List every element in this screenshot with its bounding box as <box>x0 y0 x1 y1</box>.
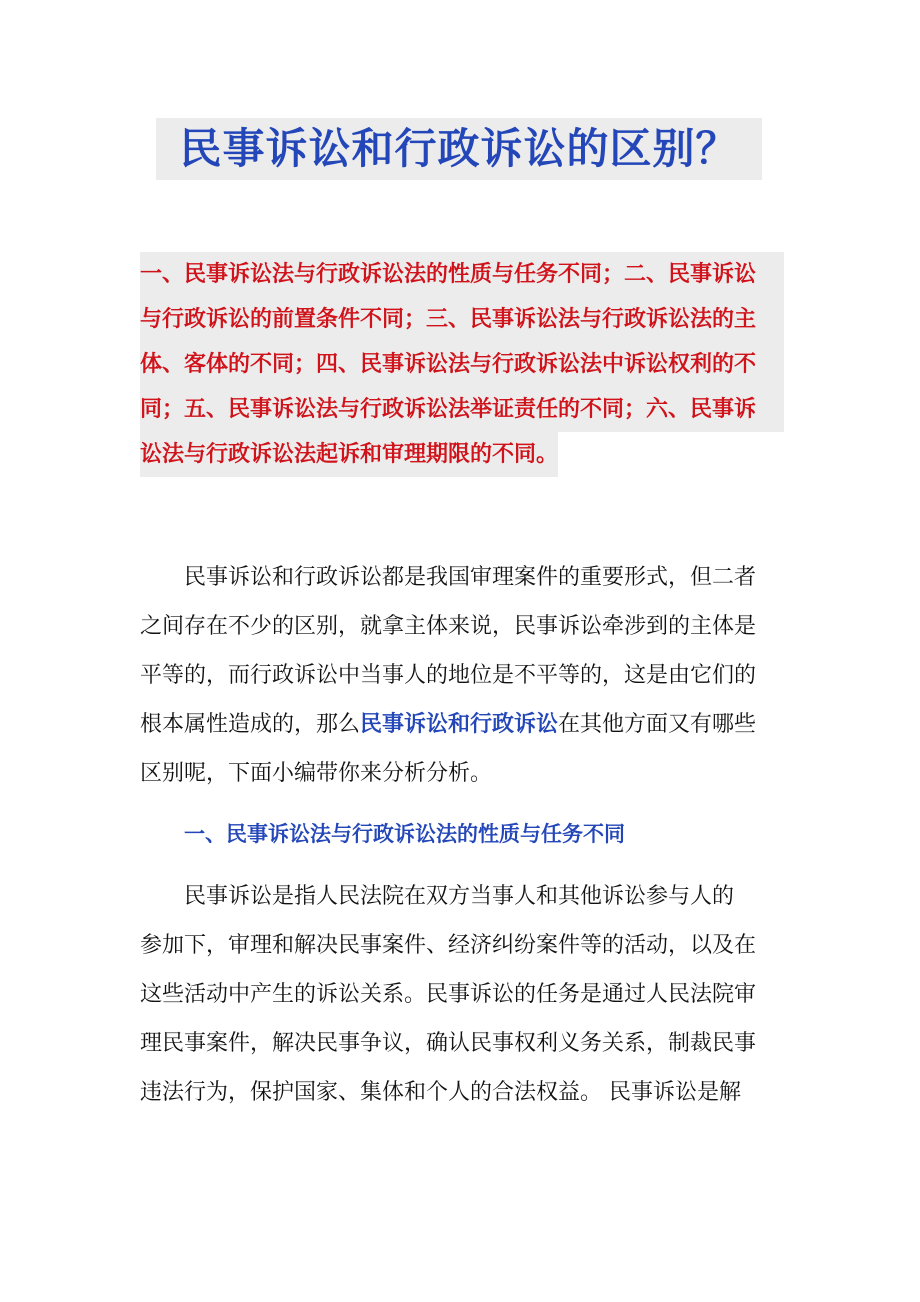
summary-line: 一、民事诉讼法与行政诉讼法的性质与任务不同；二、民事诉讼 <box>140 252 784 297</box>
intro-line-with-link <box>140 700 784 749</box>
section1-line: 理民事案件，解决民事争议，确认民事权利义务关系，制裁民事 <box>140 1031 757 1056</box>
section1-line: 这些活动中产生的诉讼关系。民事诉讼的任务是通过人民法院审 <box>140 982 757 1007</box>
summary-line: 同；五、民事诉讼法与行政诉讼法举证责任的不同；六、民事诉 <box>140 387 784 432</box>
summary-line: 体、客体的不同；四、民事诉讼法与行政诉讼法中诉讼权利的不 <box>140 342 784 387</box>
keyword-link[interactable]: 民事诉讼和行政诉讼 <box>360 712 559 737</box>
page-title: 民事诉讼和行政诉讼的区别？ <box>179 124 739 173</box>
summary-line: 与行政诉讼的前置条件不同；三、民事诉讼法与行政诉讼法的主 <box>140 297 784 342</box>
intro-line: 平等的，而行政诉讼中当事人的地位是不平等的，这是由它们的 <box>140 663 757 688</box>
title-highlight <box>156 118 762 180</box>
section1-line: 参加下，审理和解决民事案件、经济纠纷案件等的活动，以及在 <box>140 933 757 958</box>
summary-line: 讼法与行政诉讼法起诉和审理期限的不同。 <box>140 432 558 477</box>
intro-line: 区别呢，下面小编带你来分析分析。 <box>140 761 493 786</box>
summary-block <box>140 252 784 493</box>
section1-line: 民事诉讼是指人民法院在双方当事人和其他诉讼参与人的 <box>184 884 735 909</box>
section1-line: 违法行为，保护国家、集体和个人的合法权益。 民事诉讼是解 <box>140 1080 741 1105</box>
intro-text: 在其他方面又有哪些 <box>558 712 757 737</box>
intro-line: 民事诉讼和行政诉讼都是我国审理案件的重要形式，但二者 <box>184 565 757 590</box>
section-heading: 一、民事诉讼法与行政诉讼法的性质与任务不同 <box>184 822 625 846</box>
section1-paragraph <box>140 872 784 1117</box>
intro-line: 之间存在不少的区别，就拿主体来说，民事诉讼牵涉到的主体是 <box>140 614 757 639</box>
intro-text: 根本属性造成的，那么 <box>140 712 361 737</box>
intro-paragraph <box>140 553 784 798</box>
